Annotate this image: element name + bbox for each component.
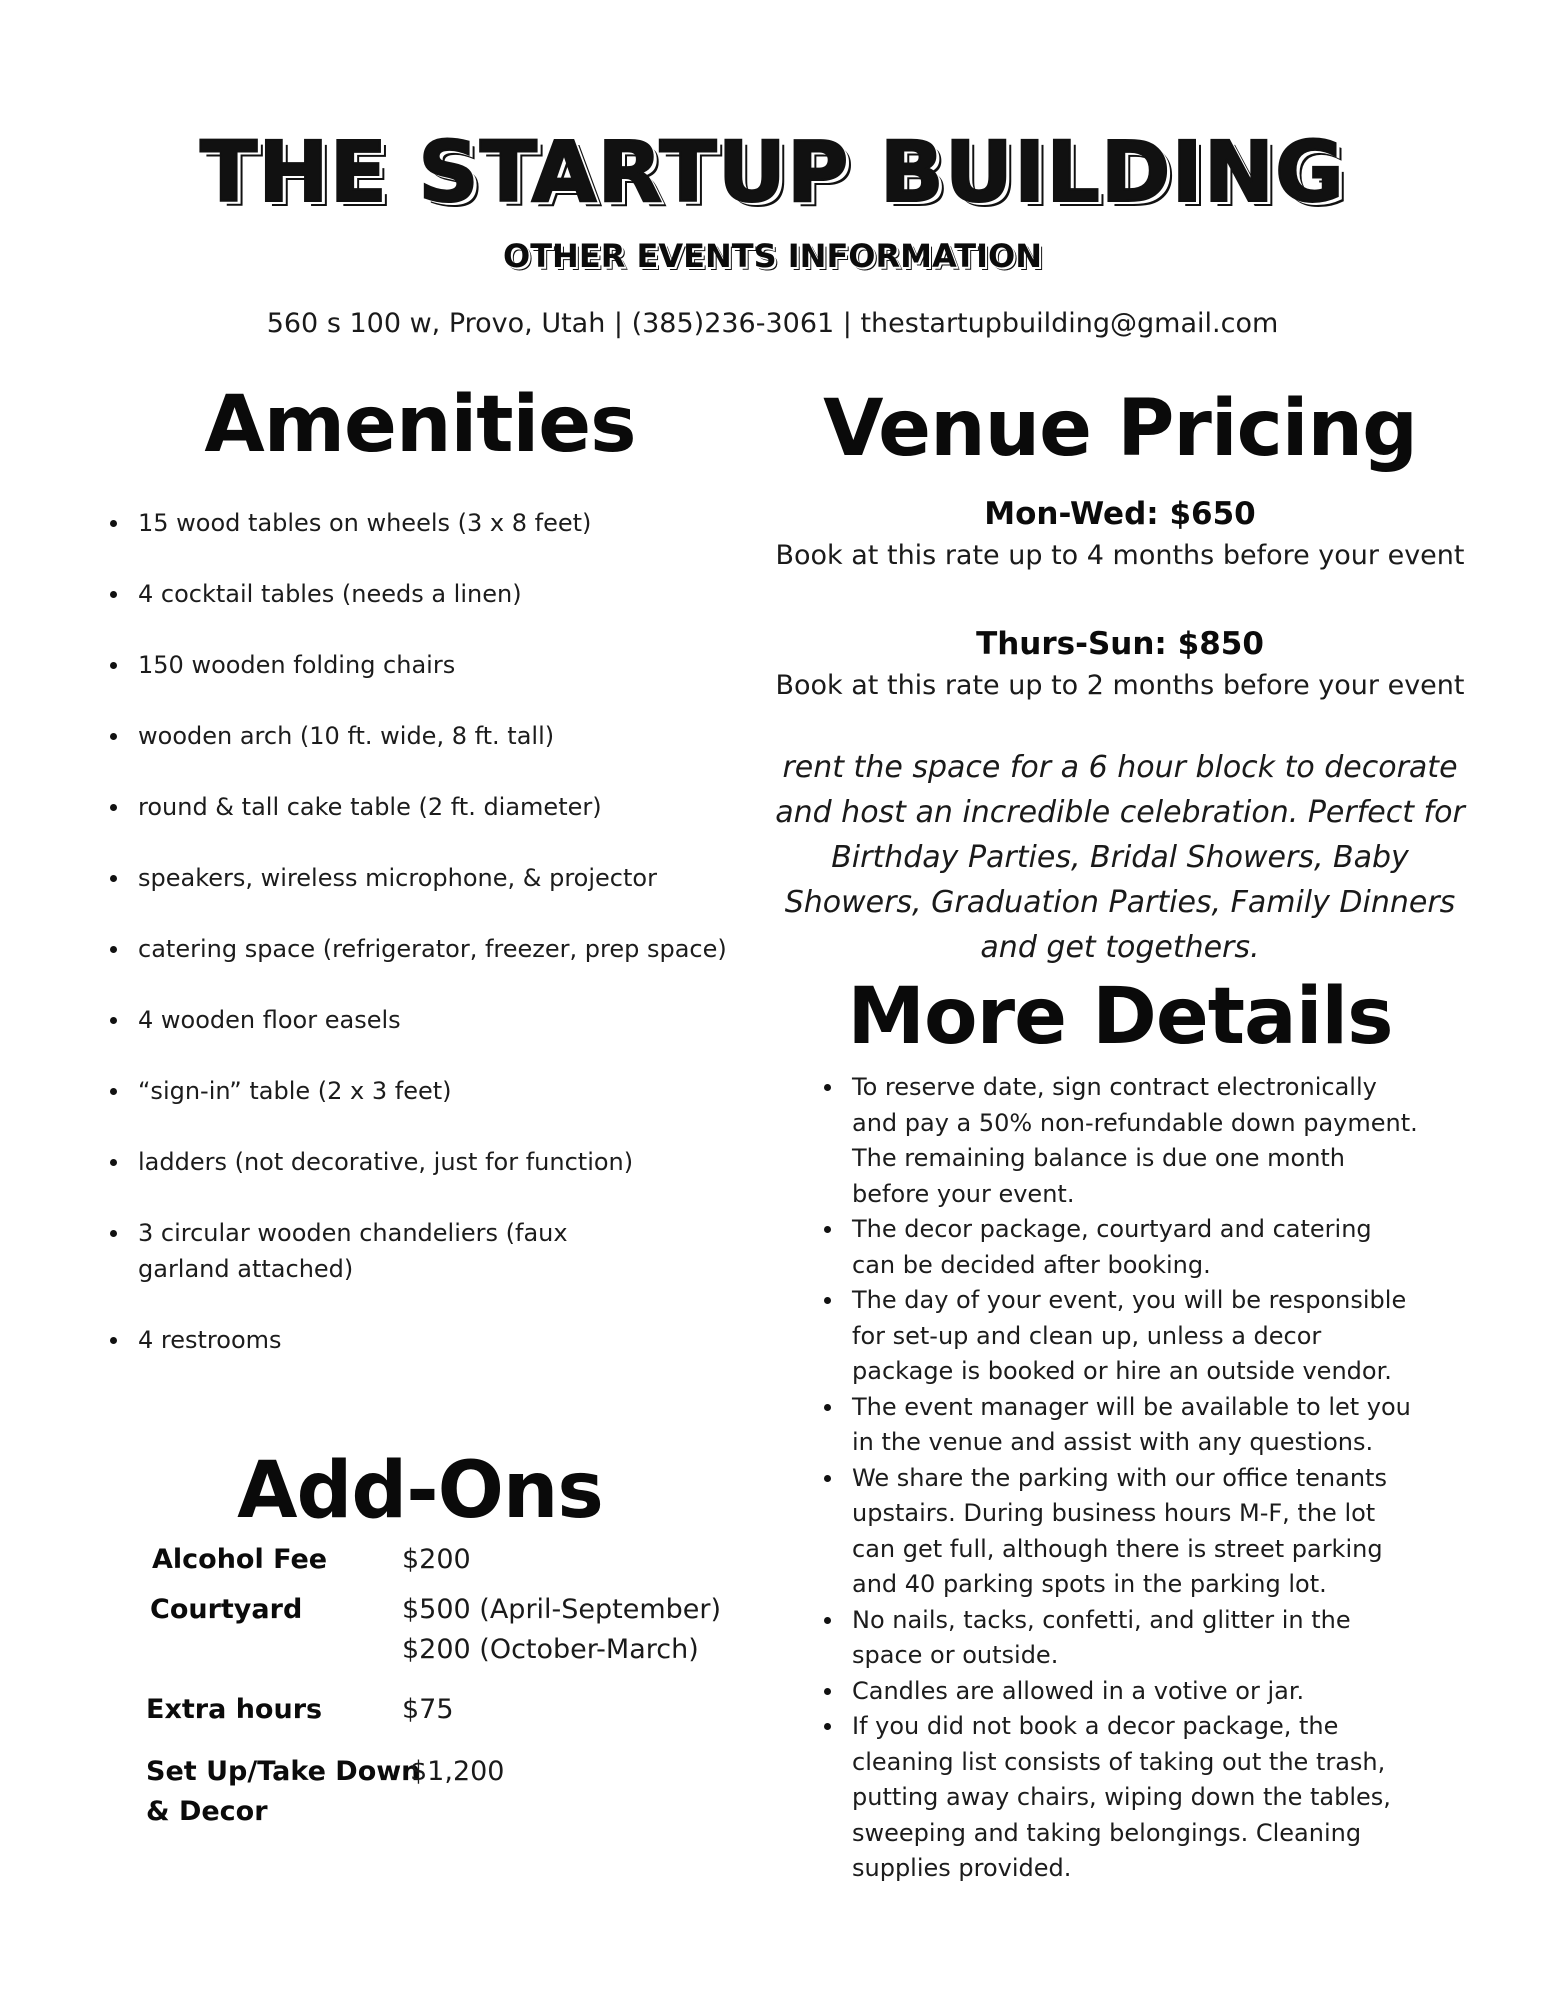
list-item: If you did not book a decor package, the cleaning list consists of taking out the trash, putting away chairs, wiping down the tables, sweeping and taking belongings. Cleaning supplies provided. xyxy=(818,1709,1418,1887)
addon-label: Extra hours xyxy=(146,1694,323,1725)
contact-line: 560 s 100 w, Provo, Utah | (385)236-3061 | thestartupbuilding@gmail.com xyxy=(266,308,1279,339)
pricing-tier-title: Thurs-Sun: $850 xyxy=(976,626,1264,662)
addon-label: & Decor xyxy=(146,1796,268,1827)
list-item: No nails, tacks, confetti, and glitter in the space or outside. xyxy=(818,1603,1418,1674)
addon-label: Alcohol Fee xyxy=(152,1544,328,1575)
addon-label: Set Up/Take Down xyxy=(146,1756,421,1787)
details-list xyxy=(818,1070,1418,1887)
page-subtitle: OTHER EVENTS INFORMATION xyxy=(503,237,1042,275)
list-item: wooden arch (10 ft. wide, 8 ft. tall) xyxy=(110,718,730,754)
amenities-heading: Amenities xyxy=(204,380,636,470)
list-item: 4 restrooms xyxy=(110,1322,730,1358)
list-item: We share the parking with our office tenants upstairs. During business hours M-F, the lot can get full, although there is street parking and 40 parking spots in the parking lot. xyxy=(818,1461,1418,1603)
addon-value: $75 xyxy=(402,1694,454,1725)
details-heading: More Details xyxy=(847,972,1393,1062)
addon-value: $200 xyxy=(402,1544,471,1575)
list-item: 4 cocktail tables (needs a linen) xyxy=(110,576,730,612)
pricing-description: rent the space for a 6 hour block to decorate and host an incredible celebration. Perfect for Birthday Parties, Bridal Showers, Baby Showers, Graduation Parties, Family Dinners and get togethers. xyxy=(775,750,1465,965)
list-item: 150 wooden folding chairs xyxy=(110,647,730,683)
list-item: To reserve date, sign contract electronically and pay a 50% non-refundable down payment. The remaining balance is due one month before your event. xyxy=(818,1070,1418,1212)
addon-label: Courtyard xyxy=(150,1594,303,1625)
pricing-tier-title: Mon-Wed: $650 xyxy=(984,496,1256,532)
addon-value: $500 (April-September) xyxy=(402,1594,722,1625)
list-item: Candles are allowed in a votive or jar. xyxy=(818,1674,1418,1710)
addon-value: $1,200 xyxy=(410,1756,505,1787)
pricing-tier-note: Book at this rate up to 4 months before your event xyxy=(775,540,1465,571)
list-item: 3 circular wooden chandeliers (faux garland attached) xyxy=(110,1215,658,1287)
list-item: The event manager will be available to let you in the venue and assist with any questions. xyxy=(818,1390,1418,1461)
addon-value: $200 (October-March) xyxy=(402,1634,699,1665)
pricing-tier-note: Book at this rate up to 2 months before your event xyxy=(775,670,1465,701)
list-item: “sign-in” table (2 x 3 feet) xyxy=(110,1073,730,1109)
list-item: 15 wood tables on wheels (3 x 8 feet) xyxy=(110,505,730,541)
list-item: 4 wooden floor easels xyxy=(110,1002,730,1038)
list-item: round & tall cake table (2 ft. diameter) xyxy=(110,789,730,825)
amenities-list xyxy=(110,505,730,1393)
list-item: speakers, wireless microphone, & projector xyxy=(110,860,730,896)
list-item: The decor package, courtyard and catering can be decided after booking. xyxy=(818,1212,1418,1283)
list-item: catering space (refrigerator, freezer, prep space) xyxy=(110,931,730,967)
list-item: The day of your event, you will be responsible for set-up and clean up, unless a decor package is booked or hire an outside vendor. xyxy=(818,1283,1418,1390)
page-title: THE STARTUP BUILDING xyxy=(200,123,1345,221)
pricing-heading: Venue Pricing xyxy=(823,384,1417,474)
addons-heading: Add-Ons xyxy=(237,1446,603,1536)
list-item: ladders (not decorative, just for function) xyxy=(110,1144,730,1180)
